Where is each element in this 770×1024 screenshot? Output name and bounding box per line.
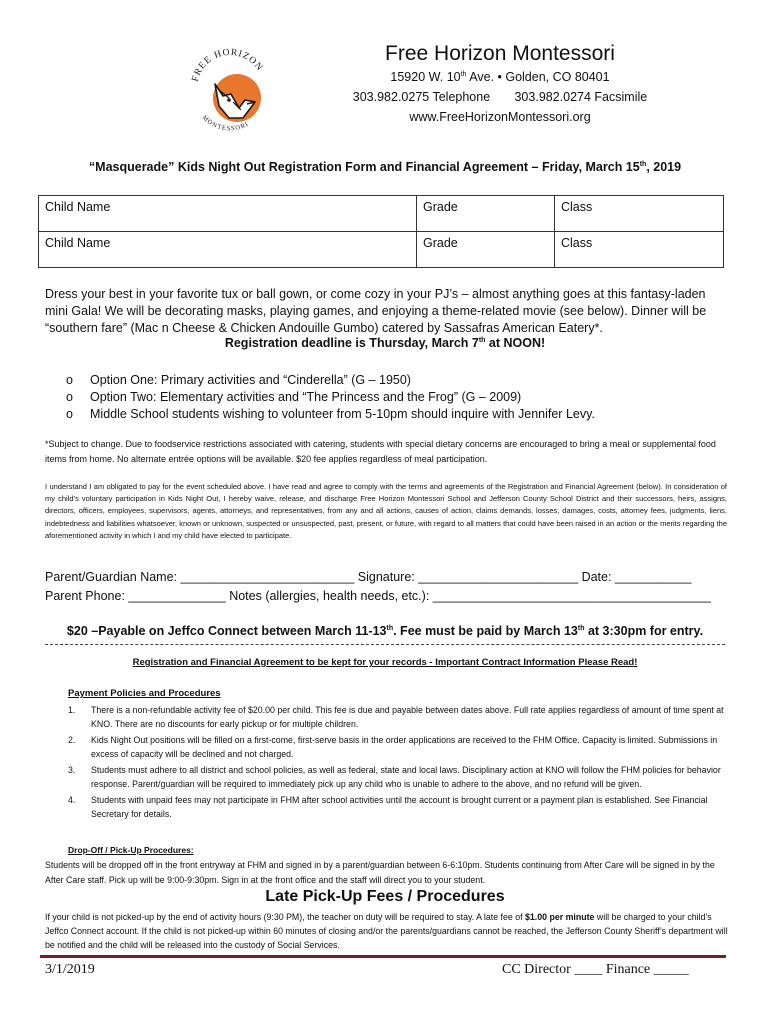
deadline-main: Registration deadline is Thursday, March 7 xyxy=(224,336,479,350)
table-row xyxy=(39,196,724,232)
school-name: Free Horizon Montessori xyxy=(385,42,615,65)
payment-part1: $20 –Payable on Jeffco Connect between March 11-13 xyxy=(66,624,387,638)
class-field[interactable]: Class xyxy=(555,232,724,268)
policy-text: Kids Night Out positions will be filled on a first-come, first-serve basis in the order applications are received to the FHM Office. Capacity is limited. Submissions in excess of capacity will be declined and not charged. xyxy=(91,735,718,759)
late-pickup-title: Late Pick-Up Fees / Procedures xyxy=(265,888,505,905)
late-pickup-body xyxy=(45,910,730,952)
form-title-main: “Masquerade” Kids Night Out Registration Form and Financial Agreement – Friday, March 15 xyxy=(88,160,640,174)
telephone: 303.982.0275 Telephone xyxy=(352,90,491,104)
agreement-heading: Registration and Financial Agreement to be kept for your records - Important Contract Information Please Read! xyxy=(132,657,638,668)
table-row xyxy=(39,232,724,268)
child-name-field[interactable]: Child Name xyxy=(39,196,417,232)
logo-arc-top: FREE HORIZON xyxy=(190,47,265,83)
child-info-table xyxy=(38,195,724,268)
form-title-end: , 2019 xyxy=(646,160,682,174)
payment-part3: at 3:30pm for entry. xyxy=(584,624,704,638)
form-title-sup: th xyxy=(639,160,647,168)
list-item xyxy=(68,703,728,731)
liability-waiver: I understand I am obligated to pay for the event scheduled above. I have read and agree to comply with the terms and agreements of the Registration and Financial Agreement (below). In consideration of my child’s voluntary participation in Kids Night Out, I hereby waive, release, and discharge Free Horizon Montessori School and Jefferson County School District and their successors, heirs, assigns, directors, officers, employees, supervisors, agents, attorneys, and representatives, from any and all actions, causes of action, claims demands, losses, damages, costs, attorney fees, judgments, liens, indebtedness and liabilities whatsoever, known or unknown, suspected or unsuspected, past, present, or future, with regard to all matters that could have been raised in an action or the merits regarding the aforementioned activity in which I and my child have elected to participate. xyxy=(45,482,727,540)
payment-part2: . Fee must be paid by March 13 xyxy=(393,624,578,638)
registration-deadline xyxy=(40,336,730,350)
policy-number: 2. xyxy=(68,735,76,745)
form-title xyxy=(40,160,730,174)
policies-list xyxy=(68,703,728,823)
school-logo xyxy=(185,38,275,138)
school-phones xyxy=(330,90,670,104)
list-item xyxy=(68,733,728,761)
phone-notes-line[interactable]: Parent Phone: ______________ Notes (allergies, health needs, etc.): ________________________________________ xyxy=(45,589,711,603)
footer-rule xyxy=(40,955,726,958)
option-item[interactable]: o Middle School students wishing to volunteer from 5-10pm should inquire with Jennifer Levy. xyxy=(66,406,595,423)
fox-icon xyxy=(185,38,275,138)
subject-to-change-note: *Subject to change. Due to foodservice restrictions associated with catering, students with special dietary concerns are encouraged to bring a meal or supplemental food items from home. No alternate entrée options will be available. $20 fee applies regardless of meal participation. xyxy=(45,439,716,464)
school-address xyxy=(330,70,670,84)
deadline-sup: th xyxy=(478,336,486,344)
payment-sup1: th xyxy=(386,624,394,632)
policy-text: Students must adhere to all district and school policies, as well as federal, state and local laws. Disciplinary action at KNO will follow the FHM policies for behavior response. Parent/guardian will be required to immediately pick up any child who is unable to adhere to the above, and no refund will be given. xyxy=(91,765,721,789)
dropoff-body: Students will be dropped off in the front entryway at FHM and signed in by a parent/guardian between 6-6:10pm. Students continuing from After Care will be signed in by the After Care staff. Pick up will be 9:00-9:30pm. Sign in at the front office and the staff will direct you to your student. xyxy=(45,860,715,885)
address-sup: th xyxy=(460,70,467,78)
grade-field[interactable]: Grade xyxy=(417,232,555,268)
policies-heading: Payment Policies and Procedures xyxy=(68,688,221,699)
late-body-start: If your child is not picked-up by the end of activity hours (9:30 PM), the teacher on duty will be required to stay. A late fee of xyxy=(45,912,526,922)
facsimile: 303.982.0274 Facsimile xyxy=(514,90,648,104)
cut-line-divider xyxy=(45,644,725,645)
footer-date: 3/1/2019 xyxy=(45,962,95,977)
grade-field[interactable]: Grade xyxy=(417,196,555,232)
event-options-list xyxy=(66,372,595,423)
deadline-end: at NOON! xyxy=(485,336,546,350)
signature-line[interactable]: Parent/Guardian Name: _________________________ Signature: _______________________ Date: ___________ xyxy=(45,570,692,584)
address-street: 15920 W. 10 xyxy=(390,70,461,84)
dropoff-heading: Drop-Off / Pick-Up Procedures: xyxy=(68,845,194,855)
late-fee-amount: $1.00 per minute xyxy=(525,912,595,922)
list-item xyxy=(68,763,728,791)
policy-number: 4. xyxy=(68,795,76,805)
child-name-field[interactable]: Child Name xyxy=(39,232,417,268)
policy-text: Students with unpaid fees may not participate in FHM after school activities until the account is brought current or a payment plan is established. See Financial Secretary for details. xyxy=(91,795,708,819)
logo-arc-bottom: MONTESSORI xyxy=(200,114,251,133)
school-website[interactable]: www.FreeHorizonMontessori.org xyxy=(409,110,591,124)
late-body-end: will be charged to your child’s Jeffco Connect account. If the child is not picked-up within 60 minutes of closing and/or the parents/guardians cannot be reached, the Jefferson County Sheriff’s department will be notified and the child will be released into the custody of Social Services. xyxy=(45,912,728,950)
payment-deadline xyxy=(40,624,730,638)
payment-sup2: th xyxy=(577,624,585,632)
class-field[interactable]: Class xyxy=(555,196,724,232)
policy-text: There is a non-refundable activity fee of $20.00 per child. This fee is due and payable between dates above. Full rate applies regardless of amount of time spent at KNO. There are no discounts for early pickup or for multiple children. xyxy=(91,705,724,729)
option-item[interactable]: o Option Two: Elementary activities and “The Princess and the Frog” (G – 2009) xyxy=(66,389,595,406)
footer-signoff[interactable]: CC Director ____ Finance _____ xyxy=(502,962,689,977)
list-item xyxy=(68,793,728,821)
policy-number: 1. xyxy=(68,705,76,715)
policy-number: 3. xyxy=(68,765,76,775)
address-rest: Ave. • Golden, CO 80401 xyxy=(466,70,610,84)
event-description: Dress your best in your favorite tux or ball gown, or come cozy in your PJ’s – almost anything goes at this fantasy-laden mini Gala! We will be decorating masks, playing games, and enjoying a theme-related movie (see below). Dinner will be “southern fare” (Mac n Cheese & Chicken Andouille Gumbo) catered by Sassafras American Eatery*. xyxy=(45,287,707,335)
option-item[interactable]: o Option One: Primary activities and “Cinderella” (G – 1950) xyxy=(66,372,595,389)
